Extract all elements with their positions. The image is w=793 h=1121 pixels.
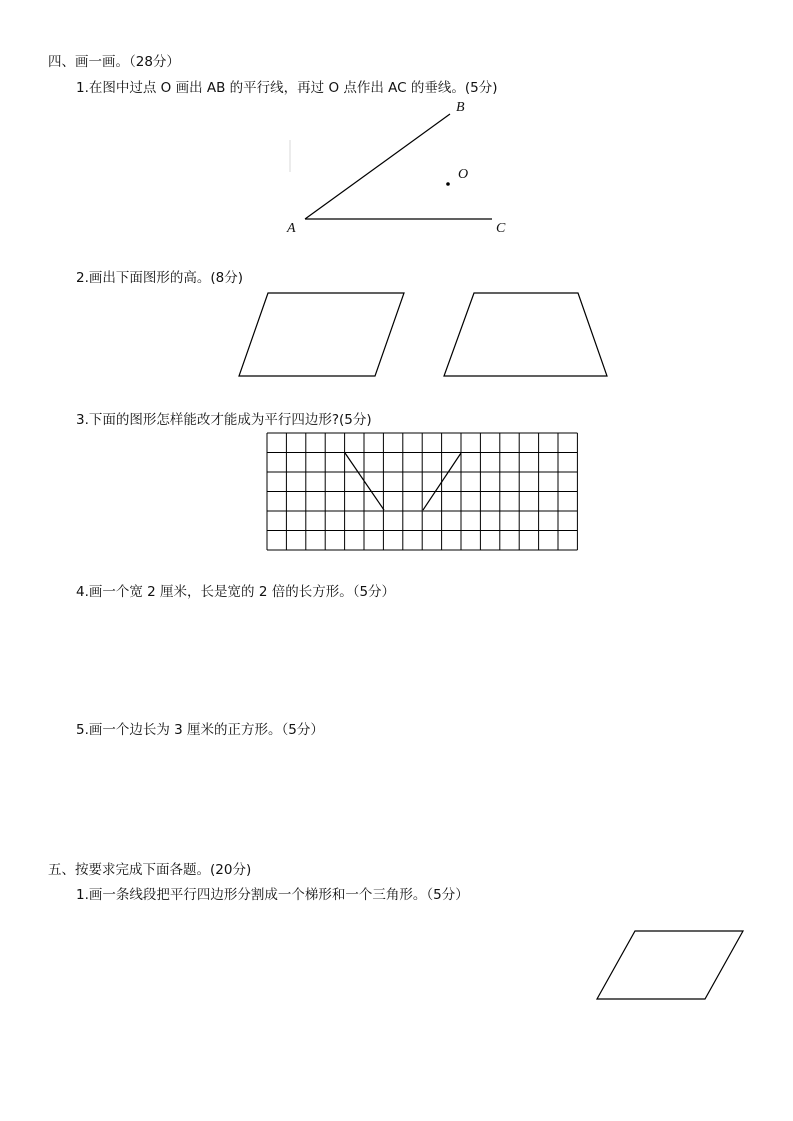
section-4-heading: 四、画一画。（28分） [48, 54, 180, 70]
point-o [446, 182, 450, 186]
label-o: O [458, 167, 469, 182]
label-b: B [456, 100, 465, 115]
label-c: C [496, 221, 506, 236]
grid-lines [267, 433, 577, 550]
trapezoid-shape [444, 293, 607, 376]
question-5-text: 5.画一个边长为 3 厘米的正方形。（5分） [76, 722, 324, 738]
question-2-text: 2.画出下面图形的高。(8分) [76, 270, 244, 286]
question-4-text: 4.画一个宽 2 厘米，长是宽的 2 倍的长方形。（5分） [76, 584, 396, 600]
question-3-text: 3.下面的图形怎样能改才能成为平行四边形?(5分) [76, 412, 372, 428]
segment-ab [305, 114, 450, 219]
section-5-heading: 五、按要求完成下面各题。(20分) [48, 862, 252, 878]
section-5-parallelogram-shape [597, 931, 743, 999]
question-1-text: 1.在图中过点 O 画出 AB 的平行线，再过 O 点作出 AC 的垂线。(5分) [76, 80, 498, 96]
grid-figure [267, 433, 577, 550]
section-5-question-1-text: 1.画一条线段把平行四边形分割成一个梯形和一个三角形。（5分） [76, 887, 469, 903]
label-a: A [287, 221, 296, 236]
parallelogram-shape [239, 293, 404, 376]
